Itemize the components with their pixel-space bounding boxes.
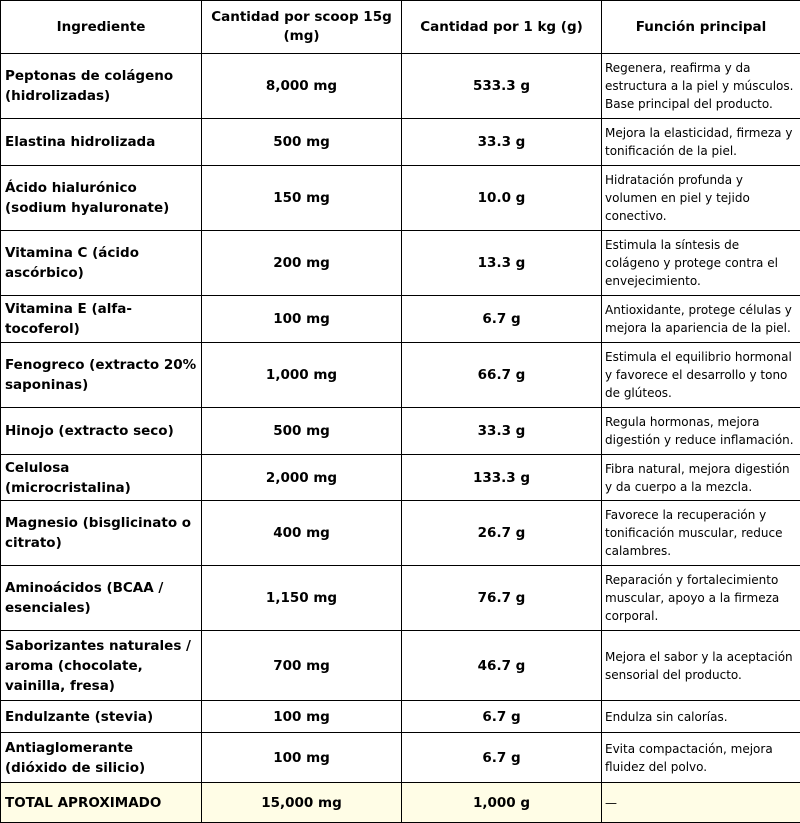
per-kg-cell: 6.7 g [402,296,602,343]
table-row [1,408,800,455]
per-scoop-cell: 100 mg [202,296,402,343]
table-row [1,455,800,501]
per-kg-cell: 133.3 g [402,455,602,501]
ingredient-cell: Vitamina C (ácido ascórbico) [1,231,202,296]
ingredient-cell: Peptonas de colágeno (hidrolizadas) [1,54,202,119]
header-ingredient: Ingrediente [1,1,202,54]
per-scoop-cell: 150 mg [202,166,402,231]
per-kg-cell: 6.7 g [402,733,602,783]
per-kg-cell: 533.3 g [402,54,602,119]
table-row [1,733,800,783]
table-row [1,566,800,631]
function-cell: Regenera, reafirma y da estructura a la piel y músculos. Base principal del producto. [602,54,800,119]
function-cell: Favorece la recuperación y tonificación muscular, reduce calambres. [602,501,800,566]
per-kg-cell: 66.7 g [402,343,602,408]
table-row [1,166,800,231]
total-label-cell: TOTAL APROXIMADO [1,783,202,823]
per-scoop-cell: 500 mg [202,408,402,455]
function-cell: Fibra natural, mejora digestión y da cuerpo a la mezcla. [602,455,800,501]
total-per-kg-cell: 1,000 g [402,783,602,823]
table-row [1,343,800,408]
per-kg-cell: 26.7 g [402,501,602,566]
header-function: Función principal [602,1,800,54]
per-scoop-cell: 2,000 mg [202,455,402,501]
ingredient-cell: Aminoácidos (BCAA / esenciales) [1,566,202,631]
per-scoop-cell: 200 mg [202,231,402,296]
function-cell: Antioxidante, protege células y mejora la apariencia de la piel. [602,296,800,343]
per-kg-cell: 6.7 g [402,701,602,733]
per-scoop-cell: 100 mg [202,733,402,783]
per-scoop-cell: 700 mg [202,631,402,701]
per-scoop-cell: 100 mg [202,701,402,733]
function-cell: Hidratación profunda y volumen en piel y tejido conectivo. [602,166,800,231]
ingredient-cell: Fenogreco (extracto 20% saponinas) [1,343,202,408]
per-kg-cell: 10.0 g [402,166,602,231]
per-scoop-cell: 1,000 mg [202,343,402,408]
function-cell: Mejora la elasticidad, firmeza y tonificación de la piel. [602,119,800,166]
total-row [1,783,800,823]
ingredient-cell: Hinojo (extracto seco) [1,408,202,455]
per-kg-cell: 33.3 g [402,408,602,455]
function-cell: Evita compactación, mejora fluidez del polvo. [602,733,800,783]
table-row [1,296,800,343]
function-cell: Estimula la síntesis de colágeno y protege contra el envejecimiento. [602,231,800,296]
header-per-kg: Cantidad por 1 kg (g) [402,1,602,54]
per-scoop-cell: 8,000 mg [202,54,402,119]
function-cell: Estimula el equilibrio hormonal y favorece el desarrollo y tono de glúteos. [602,343,800,408]
per-kg-cell: 13.3 g [402,231,602,296]
function-cell: Mejora el sabor y la aceptación sensorial del producto. [602,631,800,701]
table-row [1,119,800,166]
table-row [1,501,800,566]
table-row [1,631,800,701]
per-kg-cell: 33.3 g [402,119,602,166]
ingredient-cell: Saborizantes naturales / aroma (chocolate, vainilla, fresa) [1,631,202,701]
per-scoop-cell: 1,150 mg [202,566,402,631]
ingredient-cell: Elastina hidrolizada [1,119,202,166]
function-cell: Endulza sin calorías. [602,701,800,733]
total-per-scoop-cell: 15,000 mg [202,783,402,823]
ingredient-cell: Ácido hialurónico (sodium hyaluronate) [1,166,202,231]
per-scoop-cell: 400 mg [202,501,402,566]
ingredient-cell: Vitamina E (alfa-tocoferol) [1,296,202,343]
table-row [1,701,800,733]
ingredient-cell: Celulosa (microcristalina) [1,455,202,501]
total-function-cell: — [602,783,800,823]
table-row [1,54,800,119]
table-header-row [1,1,800,54]
header-per-scoop: Cantidad por scoop 15g (mg) [202,1,402,54]
table-row [1,231,800,296]
ingredient-cell: Antiaglomerante (dióxido de silicio) [1,733,202,783]
per-kg-cell: 46.7 g [402,631,602,701]
per-scoop-cell: 500 mg [202,119,402,166]
function-cell: Reparación y fortalecimiento muscular, apoyo a la firmeza corporal. [602,566,800,631]
function-cell: Regula hormonas, mejora digestión y reduce inflamación. [602,408,800,455]
per-kg-cell: 76.7 g [402,566,602,631]
ingredient-cell: Magnesio (bisglicinato o citrato) [1,501,202,566]
ingredient-cell: Endulzante (stevia) [1,701,202,733]
